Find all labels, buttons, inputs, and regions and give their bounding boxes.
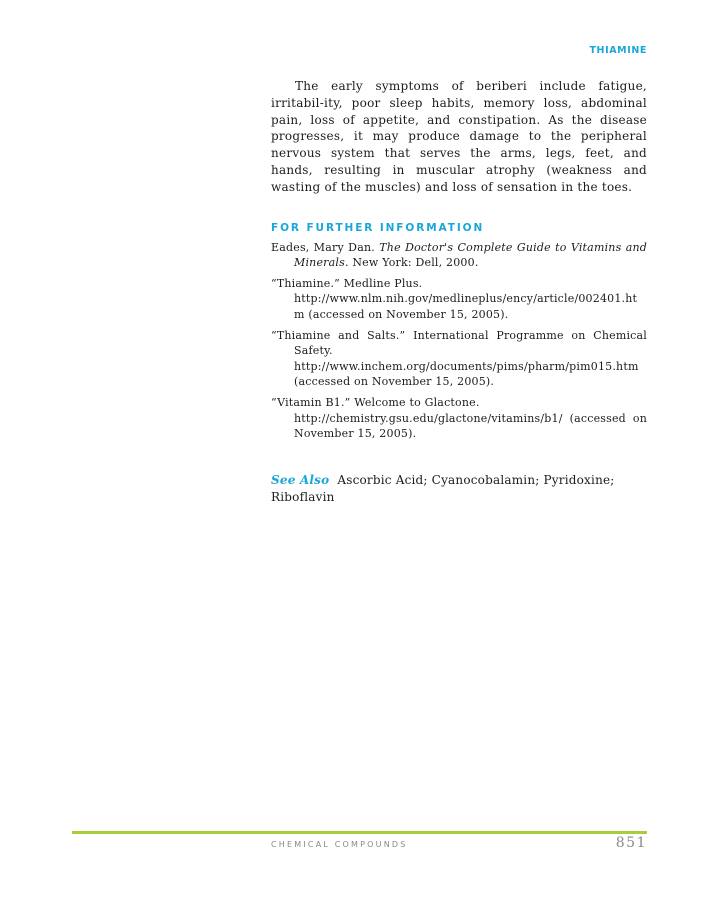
reference-item xyxy=(271,276,647,323)
footer-rule xyxy=(72,831,647,834)
reference-source: “Thiamine and Salts.” International Programme on Chemical Safety. xyxy=(271,328,647,358)
reference-list xyxy=(271,240,647,442)
reference-item xyxy=(271,395,647,442)
reference-book-title: The Doctor's Complete Guide to Vitamins and Minerals. xyxy=(294,240,647,270)
reference-item xyxy=(271,328,647,390)
reference-url[interactable]: http://www.nlm.nih.gov/medlineplus/ency/article/002401.htm (accessed on November 15, 2005). xyxy=(294,292,638,321)
page-number: 851 xyxy=(615,835,647,851)
reference-author: Eades, Mary Dan. xyxy=(271,240,375,254)
running-head: THIAMINE xyxy=(589,45,647,56)
reference-source: “Thiamine.” Medline Plus. xyxy=(271,276,423,290)
body-paragraph: The early symptoms of beriberi include fatigue, irritabil-ity, poor sleep habits, memory loss, abdominal pain, loss of appetite, and constipation. As the disease progresses, it may produce damage to the peripheral nervous system that serves the arms, legs, feet, and hands, resulting in muscular atrophy (weakness and wasting of the muscles) and loss of sensation in the toes. xyxy=(271,79,647,194)
reference-source: “Vitamin B1.” Welcome to Glactone. xyxy=(271,395,480,409)
reference-url[interactable]: http://www.inchem.org/documents/pims/pharm/pim015.htm (accessed on November 15, 2005). xyxy=(294,359,639,389)
reference-item xyxy=(271,240,647,271)
article-content xyxy=(271,78,647,507)
footer-book-title: CHEMICAL COMPOUNDS xyxy=(271,840,408,849)
reference-publisher: New York: Dell, 2000. xyxy=(352,256,479,270)
further-information-heading: FOR FURTHER INFORMATION xyxy=(271,221,485,234)
reference-url[interactable]: http://chemistry.gsu.edu/glactone/vitamins/b1/ (accessed on November 15, 2005). xyxy=(294,411,647,441)
see-also-items[interactable]: Ascorbic Acid; Cyanocobalamin; Pyridoxine; Riboflavin xyxy=(271,472,615,505)
see-also xyxy=(271,472,647,507)
see-also-label: See Also xyxy=(271,472,330,487)
